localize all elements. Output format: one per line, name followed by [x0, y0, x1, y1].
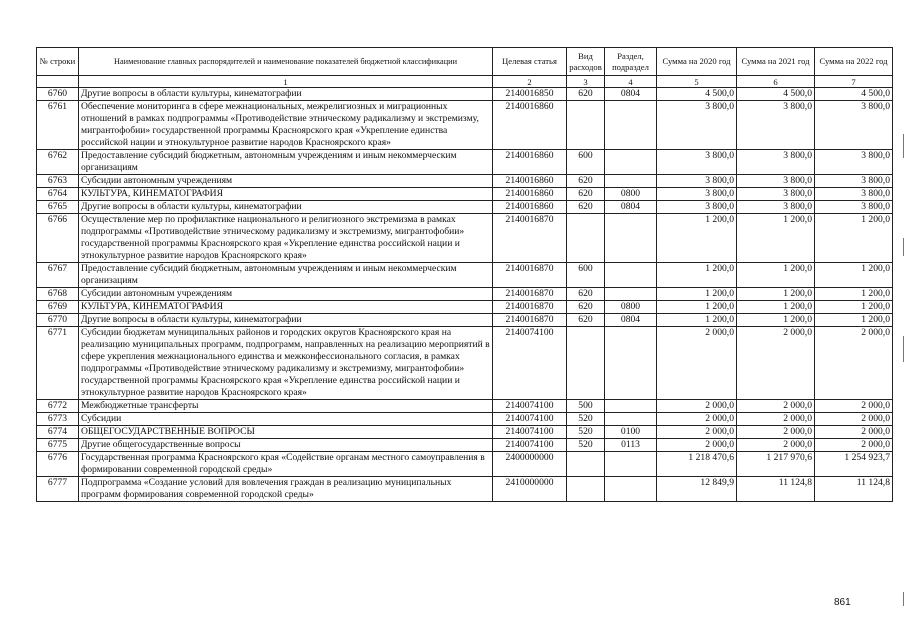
row-name: Субсидии бюджетам муниципальных районов и городских округов Красноярского края на реализацию муниципальных программ, подпрограмм, направленных на реализацию мероприятий в сфере укрепления межнационального единства и межконфессионального согласия, в рамках подпрограммы «Противодействие этническому радикализму и экстремизму, мигрантофобии» государственной программы Красноярского края «Укрепление единства российской нации и этнокультурное развитие народов Красноярского края»: [79, 327, 493, 400]
row-sum-2020: 1 218 470,6: [657, 452, 737, 477]
row-expense-type: [567, 327, 605, 400]
row-section: [605, 288, 657, 301]
row-sum-2020: 2 000,0: [657, 413, 737, 426]
table-row: [37, 88, 893, 101]
table-row: [37, 301, 893, 314]
table-row: [37, 263, 893, 288]
row-sum-2020: 3 800,0: [657, 150, 737, 175]
row-expense-type: 620: [567, 314, 605, 327]
row-sum-2020: 2 000,0: [657, 426, 737, 439]
row-sum-2022: 1 200,0: [815, 263, 893, 288]
row-sum-2022: 4 500,0: [815, 88, 893, 101]
scan-edge-mark: [903, 336, 904, 362]
row-sum-2021: 1 200,0: [737, 314, 815, 327]
row-section: [605, 150, 657, 175]
row-section: 0804: [605, 201, 657, 214]
row-expense-type: 500: [567, 400, 605, 413]
row-sum-2021: 11 124,8: [737, 477, 815, 502]
row-sum-2021: 1 200,0: [737, 288, 815, 301]
row-target-code: 2140074100: [493, 439, 567, 452]
row-expense-type: [567, 214, 605, 263]
header-row: [37, 48, 893, 76]
column-number: 1: [79, 76, 493, 88]
scan-edge-mark: [903, 592, 904, 606]
column-number: 2: [493, 76, 567, 88]
table-row: [37, 314, 893, 327]
row-name: Государственная программа Красноярского края «Содействие органам местного самоуправления в формировании современной городской среды»: [79, 452, 493, 477]
row-sum-2020: 2 000,0: [657, 439, 737, 452]
row-sum-2022: 11 124,8: [815, 477, 893, 502]
column-number: [37, 76, 79, 88]
header-sum-2022: Сумма на 2022 год: [815, 48, 893, 76]
row-expense-type: 600: [567, 150, 605, 175]
row-expense-type: [567, 477, 605, 502]
row-sum-2020: 1 200,0: [657, 214, 737, 263]
row-section: [605, 477, 657, 502]
row-expense-type: 620: [567, 88, 605, 101]
scan-edge-mark: [903, 238, 904, 256]
row-target-code: 2140074100: [493, 327, 567, 400]
row-target-code: 2140074100: [493, 426, 567, 439]
row-sum-2022: 3 800,0: [815, 188, 893, 201]
row-sum-2021: 1 200,0: [737, 301, 815, 314]
header-razdel: Раздел, подраздел: [605, 48, 657, 76]
row-section: 0100: [605, 426, 657, 439]
row-expense-type: 620: [567, 288, 605, 301]
row-sum-2020: 3 800,0: [657, 201, 737, 214]
header-name: Наименование главных распорядителей и наименование показателей бюджетной классификации: [79, 48, 493, 76]
row-sum-2022: 1 200,0: [815, 288, 893, 301]
table-row: [37, 327, 893, 400]
header-target: Целевая статья: [493, 48, 567, 76]
row-sum-2022: 2 000,0: [815, 426, 893, 439]
row-sum-2020: 2 000,0: [657, 400, 737, 413]
row-target-code: 2140016870: [493, 263, 567, 288]
column-number: 6: [737, 76, 815, 88]
row-sum-2021: 2 000,0: [737, 439, 815, 452]
header-sum-2020: Сумма на 2020 год: [657, 48, 737, 76]
table-row: [37, 188, 893, 201]
row-sum-2020: 1 200,0: [657, 263, 737, 288]
table-row: [37, 477, 893, 502]
row-sum-2020: 1 200,0: [657, 314, 737, 327]
column-number: 4: [605, 76, 657, 88]
column-number-row: [37, 76, 893, 88]
row-name: КУЛЬТУРА, КИНЕМАТОГРАФИЯ: [79, 188, 493, 201]
row-expense-type: 600: [567, 263, 605, 288]
row-name: КУЛЬТУРА, КИНЕМАТОГРАФИЯ: [79, 301, 493, 314]
row-sum-2021: 2 000,0: [737, 400, 815, 413]
row-sum-2021: 2 000,0: [737, 413, 815, 426]
header-row-no: № строки: [37, 48, 79, 76]
row-sum-2021: 3 800,0: [737, 188, 815, 201]
row-section: 0800: [605, 301, 657, 314]
table-row: [37, 150, 893, 175]
row-section: [605, 175, 657, 188]
row-target-code: 2410000000: [493, 477, 567, 502]
row-sum-2022: 1 200,0: [815, 301, 893, 314]
row-expense-type: 520: [567, 426, 605, 439]
row-sum-2022: 3 800,0: [815, 150, 893, 175]
row-target-code: 2140016870: [493, 288, 567, 301]
row-number: 6774: [37, 426, 79, 439]
row-sum-2020: 3 800,0: [657, 188, 737, 201]
row-name: Другие общегосударственные вопросы: [79, 439, 493, 452]
row-number: 6768: [37, 288, 79, 301]
row-sum-2021: 3 800,0: [737, 175, 815, 188]
row-name: Подпрограмма «Создание условий для вовлечения граждан в реализацию муниципальных программ формирования современной городской среды»: [79, 477, 493, 502]
table-row: [37, 201, 893, 214]
header-vid: Вид расходов: [567, 48, 605, 76]
row-sum-2020: 12 849,9: [657, 477, 737, 502]
row-target-code: 2400000000: [493, 452, 567, 477]
row-number: 6771: [37, 327, 79, 400]
row-section: 0804: [605, 314, 657, 327]
table-row: [37, 439, 893, 452]
row-number: 6763: [37, 175, 79, 188]
page-number: 861: [834, 597, 851, 608]
table-row: [37, 214, 893, 263]
row-section: [605, 413, 657, 426]
row-number: 6761: [37, 101, 79, 150]
row-sum-2020: 1 200,0: [657, 301, 737, 314]
row-name: Осуществление мер по профилактике национального и религиозного экстремизма в рамках подпрограммы «Противодействие этническому радикализму и экстремизму, мигрантофобии» государственной программы Красноярского края «Укрепление единства российской нации и этнокультурное развитие народов Красноярского края»: [79, 214, 493, 263]
row-sum-2021: 2 000,0: [737, 426, 815, 439]
row-sum-2020: 1 200,0: [657, 288, 737, 301]
row-number: 6770: [37, 314, 79, 327]
table-row: [37, 101, 893, 150]
row-name: Субсидии: [79, 413, 493, 426]
row-sum-2021: 3 800,0: [737, 150, 815, 175]
column-number: 7: [815, 76, 893, 88]
row-target-code: 2140016870: [493, 214, 567, 263]
row-target-code: 2140016860: [493, 188, 567, 201]
row-number: 6765: [37, 201, 79, 214]
row-name: Другие вопросы в области культуры, кинематографии: [79, 88, 493, 101]
row-sum-2021: 1 217 970,6: [737, 452, 815, 477]
row-name: Предоставление субсидий бюджетным, автономным учреждениям и иным некоммерческим организациям: [79, 263, 493, 288]
row-number: 6773: [37, 413, 79, 426]
row-expense-type: 620: [567, 188, 605, 201]
budget-table: [36, 47, 893, 502]
row-sum-2020: 4 500,0: [657, 88, 737, 101]
row-target-code: 2140016870: [493, 314, 567, 327]
row-sum-2021: 4 500,0: [737, 88, 815, 101]
row-sum-2020: 2 000,0: [657, 327, 737, 400]
row-sum-2021: 3 800,0: [737, 101, 815, 150]
row-expense-type: [567, 452, 605, 477]
row-sum-2022: 3 800,0: [815, 101, 893, 150]
row-name: Предоставление субсидий бюджетным, автономным учреждениям и иным некоммерческим организациям: [79, 150, 493, 175]
table-row: [37, 400, 893, 413]
row-sum-2022: 1 254 923,7: [815, 452, 893, 477]
table-row: [37, 413, 893, 426]
row-target-code: 2140016860: [493, 101, 567, 150]
row-sum-2021: 1 200,0: [737, 263, 815, 288]
row-number: 6766: [37, 214, 79, 263]
row-number: 6760: [37, 88, 79, 101]
row-target-code: 2140016860: [493, 201, 567, 214]
row-section: [605, 214, 657, 263]
row-sum-2022: 1 200,0: [815, 214, 893, 263]
row-target-code: 2140074100: [493, 400, 567, 413]
row-section: [605, 400, 657, 413]
row-name: Другие вопросы в области культуры, кинематографии: [79, 314, 493, 327]
row-number: 6776: [37, 452, 79, 477]
row-sum-2022: 3 800,0: [815, 175, 893, 188]
row-section: [605, 327, 657, 400]
row-name: Субсидии автономным учреждениям: [79, 288, 493, 301]
row-expense-type: 620: [567, 201, 605, 214]
row-number: 6769: [37, 301, 79, 314]
row-sum-2022: 2 000,0: [815, 327, 893, 400]
row-number: 6772: [37, 400, 79, 413]
row-sum-2022: 2 000,0: [815, 439, 893, 452]
row-target-code: 2140016850: [493, 88, 567, 101]
row-section: [605, 101, 657, 150]
row-expense-type: 620: [567, 175, 605, 188]
row-section: [605, 452, 657, 477]
row-sum-2021: 3 800,0: [737, 201, 815, 214]
row-sum-2021: 2 000,0: [737, 327, 815, 400]
header-sum-2021: Сумма на 2021 год: [737, 48, 815, 76]
table-row: [37, 426, 893, 439]
row-name: Обеспечение мониторинга в сфере межнациональных, межрелигиозных и миграционных отношений в рамках подпрограммы «Противодействие этническому радикализму и экстремизму, мигрантофобии» государственной программы Красноярского края «Укрепление единства российской нации и этнокультурное развитие народов Красноярского края»: [79, 101, 493, 150]
row-target-code: 2140016860: [493, 175, 567, 188]
row-target-code: 2140074100: [493, 413, 567, 426]
row-number: 6777: [37, 477, 79, 502]
row-sum-2022: 3 800,0: [815, 201, 893, 214]
row-section: 0800: [605, 188, 657, 201]
row-name: ОБЩЕГОСУДАРСТВЕННЫЕ ВОПРОСЫ: [79, 426, 493, 439]
row-number: 6767: [37, 263, 79, 288]
row-sum-2020: 3 800,0: [657, 101, 737, 150]
row-name: Другие вопросы в области культуры, кинематографии: [79, 201, 493, 214]
row-number: 6762: [37, 150, 79, 175]
row-sum-2022: 1 200,0: [815, 314, 893, 327]
table-row: [37, 452, 893, 477]
table-row: [37, 175, 893, 188]
row-sum-2020: 3 800,0: [657, 175, 737, 188]
column-number: 3: [567, 76, 605, 88]
row-section: 0804: [605, 88, 657, 101]
table-row: [37, 288, 893, 301]
row-section: 0113: [605, 439, 657, 452]
row-target-code: 2140016860: [493, 150, 567, 175]
row-name: Субсидии автономным учреждениям: [79, 175, 493, 188]
row-expense-type: 620: [567, 301, 605, 314]
row-expense-type: [567, 101, 605, 150]
row-number: 6764: [37, 188, 79, 201]
row-expense-type: 520: [567, 413, 605, 426]
row-number: 6775: [37, 439, 79, 452]
row-sum-2022: 2 000,0: [815, 413, 893, 426]
row-target-code: 2140016870: [493, 301, 567, 314]
row-expense-type: 520: [567, 439, 605, 452]
row-sum-2021: 1 200,0: [737, 214, 815, 263]
row-sum-2022: 2 000,0: [815, 400, 893, 413]
column-number: 5: [657, 76, 737, 88]
row-section: [605, 263, 657, 288]
scan-edge-mark: [903, 134, 904, 158]
row-name: Межбюджетные трансферты: [79, 400, 493, 413]
